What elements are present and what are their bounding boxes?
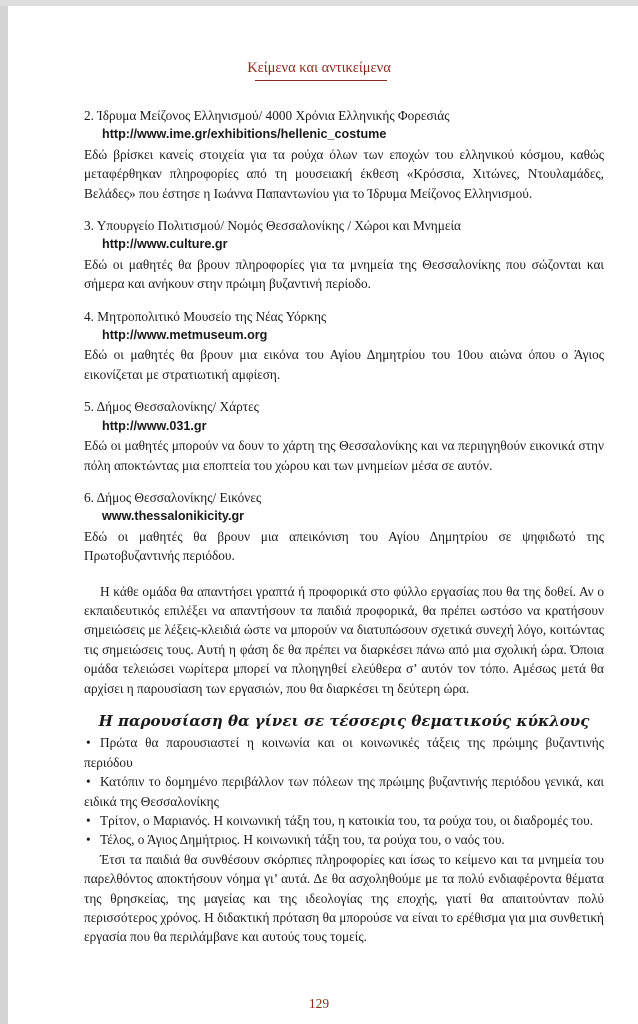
resource-entry-3 [84,216,604,294]
bullet-item [84,733,604,772]
bullet-item [84,772,604,811]
section-heading: Η παρουσίαση θα γίνει σε τέσσερις θεματικούς κύκλους [98,711,590,730]
entry-url: http://www.031.gr [102,418,207,433]
body-paragraph: Η κάθε ομάδα θα απαντήσει γραπτά ή προφορικά στο φύλλο εργασίας που θα της δοθεί. Αν ο εκπαιδευτικός επιλέξει να απαντήσουν τα παιδιά προφορικά, θα πρέπει ωστόσο να κρατήσουν σημειώσεις με λέξεις-κλειδιά ώστε να μπορούν να διατυπώσουν σχετικά συνεχή λόγο, κοιτώντας τις σημειώσεις τους. Αυτή η φάση δε θα πρέπει να διαρκέσει πάνω από μια σχολική ώρα. Όποια ομάδα τελειώσει νωρίτερα μπορεί να πλοηγηθεί ελεύθερα σ’ αυτόν τον τόπο. Αμέσως μετά θα αρχίσει η παρουσίαση των εργασιών, που θα διαρκέσει τη δεύτερη ώρα. [84,583,604,696]
bullet-text: Τέλος, ο Άγιος Δημήτριος. Η κοινωνική τάξη του, τα ρούχα του, ο ναός του. [100,832,505,848]
entry-title: 4. Μητροπολιτικό Μουσείο της Νέας Υόρκης [84,308,327,324]
resource-entry-2 [84,106,604,203]
bullet-item [84,811,604,830]
entry-url: www.thessalonikicity.gr [102,509,245,524]
bullet-icon: • [86,735,91,751]
entry-title: 3. Υπουργείο Πολιτισμού/ Νομός Θεσσαλονίκης / Χώροι και Μνημεία [84,218,462,234]
resource-entry-6 [84,488,604,566]
page-number: 129 [308,996,330,1011]
resource-entry-5 [84,397,604,475]
entry-description: Εδώ βρίσκει κανείς στοιχεία για τα ρούχα όλων των εποχών του ελληνικού κόσμου, καθώς μεταφέρθηκαν πληροφορίες από τη μουσειακή έκθεση «Κρόσσια, Χιτώνες, Ντουλαμάδες, Βελάδες» που έστησε η Ιωάννα Παπαντωνίου για το Ίδρυμα Μείζονος Ελληνισμού. [84,146,604,201]
running-header: Κείμενα και αντικείμενα [247,60,391,76]
entry-description: Εδώ οι μαθητές θα βρουν μια εικόνα του Αγίου Δημητρίου του 10ου αιώνα όπου ο Άγιος εικονίζεται με στρατιωτική αμφίεση. [84,347,604,382]
scan-edge-top [0,0,638,6]
resource-entry-4 [84,307,604,385]
closing-paragraph: Έτσι τα παιδιά θα συνθέσουν σκόρπιες πληροφορίες και ίσως το κείμενο και τα μνημεία του παρελθόντος αποκτήσουν νόημα γι’ αυτά. Δε θα ασχοληθούμε με τα πολύ ενδιαφέροντα θέματα της θρησκείας, της μαγείας και της ιδεολογίας της εποχής, γιατί θα απαιτούνταν πολύ περισσότερος χρόνος. Η διδακτική πρόταση θα μπορούσε να είναι το ερέθισμα για μια συνθετική εργασία που θα περιλάμβανε και αυτούς τους τομείς. [84,851,604,945]
entry-title: 5. Δήμος Θεσσαλονίκης/ Χάρτες [84,399,259,415]
entry-url: http://www.culture.gr [102,237,228,252]
bullet-icon: • [86,813,91,828]
entry-description: Εδώ οι μαθητές μπορούν να δουν το χάρτη της Θεσσαλονίκης και να περιηγηθούν εικονικά στην πόλη αποκτώντας μια εποπτεία του χώρου και των μνημείων μέσα σε αυτόν. [84,438,604,473]
header-underline [255,80,387,81]
entry-title: 2. Ίδρυμα Μείζονος Ελληνισμού/ 4000 Χρόνια Ελληνικής Φορεσιάς [84,108,450,123]
entry-url: http://www.ime.gr/exhibitions/hellenic_costume [102,127,387,142]
bullet-text: Κατόπιν το δομημένο περιβάλλον των πόλεων της πρώιμης βυζαντινής περιόδου γενικά, και ειδικά της Θεσσαλονίκης [84,774,604,809]
main-content [84,106,604,947]
entry-description: Εδώ οι μαθητές θα βρουν πληροφορίες για τα μνημεία της Θεσσαλονίκης που σώζονται και σήμερα και ανήκουν στην πρώιμη βυζαντινή περίοδο. [84,256,604,292]
bullet-item [84,830,604,849]
entry-description: Εδώ οι μαθητές θα βρουν μια απεικόνιση του Αγίου Δημητρίου σε ψηφιδωτό της Πρωτοβυζαντινής περιόδου. [84,528,604,564]
bullet-text: Τρίτον, ο Μαριανός. Η κοινωνική τάξη του, η κατοικία του, τα ρούχα του, οι διαδρομές του. [100,813,594,828]
bullet-text: Πρώτα θα παρουσιαστεί η κοινωνία και οι κοινωνικές τάξεις της πρώιμης βυζαντινής περιόδου [84,735,604,770]
entry-title: 6. Δήμος Θεσσαλονίκης/ Εικόνες [84,489,262,505]
bullet-icon: • [86,774,91,790]
bullet-icon: • [86,832,91,848]
entry-url: http://www.metmuseum.org [102,328,268,343]
scan-edge-left [0,0,8,1024]
